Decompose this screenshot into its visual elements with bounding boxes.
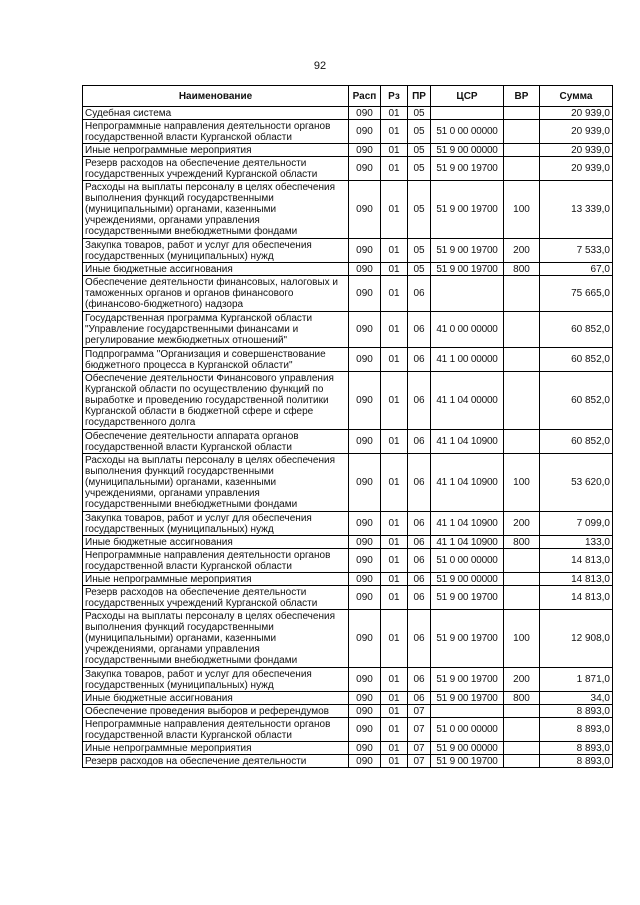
row-csr: 51 9 00 00000 — [431, 144, 504, 157]
page-number: 92 — [313, 60, 327, 72]
row-csr: 41 0 00 00000 — [431, 312, 504, 348]
row-rasp: 090 — [349, 610, 381, 668]
row-rasp: 090 — [349, 668, 381, 692]
row-name: Расходы на выплаты персоналу в целях обеспечения выполнения функций государственными (муниципальными) органами, казенными учреждениями, органами управления государственными внебюджетными фондами — [83, 454, 349, 512]
row-vr: 100 — [504, 454, 540, 512]
table-row — [83, 705, 613, 718]
row-csr: 41 1 04 10900 — [431, 430, 504, 454]
row-name: Иные бюджетные ассигнования — [83, 536, 349, 549]
row-csr — [431, 276, 504, 312]
row-name: Обеспечение деятельности финансовых, налоговых и таможенных органов и органов финансового (финансово-бюджетного) надзора — [83, 276, 349, 312]
table-row — [83, 276, 613, 312]
table-body — [83, 107, 613, 768]
row-rz: 01 — [381, 668, 408, 692]
row-pr: 05 — [408, 144, 431, 157]
row-sum: 8 893,0 — [540, 755, 613, 768]
row-name: Непрограммные направления деятельности органов государственной власти Курганской области — [83, 549, 349, 573]
row-sum: 60 852,0 — [540, 372, 613, 430]
table-row — [83, 549, 613, 573]
row-name: Закупка товаров, работ и услуг для обеспечения государственных (муниципальных) нужд — [83, 668, 349, 692]
row-rasp: 090 — [349, 372, 381, 430]
row-vr — [504, 120, 540, 144]
row-csr: 41 1 04 00000 — [431, 372, 504, 430]
row-sum: 60 852,0 — [540, 312, 613, 348]
table-row — [83, 157, 613, 181]
row-sum: 1 871,0 — [540, 668, 613, 692]
row-pr: 05 — [408, 157, 431, 181]
row-vr — [504, 549, 540, 573]
row-pr: 06 — [408, 549, 431, 573]
row-rz: 01 — [381, 536, 408, 549]
table-row — [83, 239, 613, 263]
row-rasp: 090 — [349, 144, 381, 157]
row-rz: 01 — [381, 718, 408, 742]
table-row — [83, 372, 613, 430]
row-rasp: 090 — [349, 512, 381, 536]
row-rz: 01 — [381, 742, 408, 755]
table-row — [83, 454, 613, 512]
row-pr: 06 — [408, 668, 431, 692]
row-vr — [504, 372, 540, 430]
row-rasp: 090 — [349, 705, 381, 718]
row-rz: 01 — [381, 430, 408, 454]
column-header-csr: ЦСР — [431, 86, 504, 107]
row-rz: 01 — [381, 692, 408, 705]
table-row — [83, 536, 613, 549]
row-vr — [504, 157, 540, 181]
table-row — [83, 263, 613, 276]
row-name: Закупка товаров, работ и услуг для обеспечения государственных (муниципальных) нужд — [83, 512, 349, 536]
row-name: Резерв расходов на обеспечение деятельности государственных учреждений Курганской области — [83, 586, 349, 610]
row-vr: 100 — [504, 181, 540, 239]
row-csr: 41 1 04 10900 — [431, 512, 504, 536]
table-row — [83, 512, 613, 536]
row-csr: 51 0 00 00000 — [431, 718, 504, 742]
column-header-rasp: Расп — [349, 86, 381, 107]
row-vr — [504, 742, 540, 755]
table-row — [83, 718, 613, 742]
row-name: Непрограммные направления деятельности органов государственной власти Курганской области — [83, 120, 349, 144]
row-rz: 01 — [381, 512, 408, 536]
row-rasp: 090 — [349, 107, 381, 120]
row-sum: 7 099,0 — [540, 512, 613, 536]
table-row — [83, 181, 613, 239]
row-name: Иные непрограммные мероприятия — [83, 742, 349, 755]
row-rasp: 090 — [349, 454, 381, 512]
row-csr: 51 9 00 19700 — [431, 692, 504, 705]
row-pr: 06 — [408, 348, 431, 372]
row-pr: 05 — [408, 181, 431, 239]
row-rz: 01 — [381, 312, 408, 348]
row-pr: 06 — [408, 512, 431, 536]
table-row — [83, 586, 613, 610]
row-rz: 01 — [381, 276, 408, 312]
row-rz: 01 — [381, 239, 408, 263]
row-rasp: 090 — [349, 742, 381, 755]
table-row — [83, 107, 613, 120]
column-header-vr: ВР — [504, 86, 540, 107]
row-name: Иные непрограммные мероприятия — [83, 573, 349, 586]
table-row — [83, 742, 613, 755]
row-csr: 51 9 00 19700 — [431, 263, 504, 276]
row-csr — [431, 705, 504, 718]
row-sum: 7 533,0 — [540, 239, 613, 263]
row-rz: 01 — [381, 372, 408, 430]
row-sum: 20 939,0 — [540, 120, 613, 144]
row-pr: 07 — [408, 718, 431, 742]
row-csr: 41 1 04 10900 — [431, 454, 504, 512]
row-name: Государственная программа Курганской области "Управление государственными финансами и регулирование межбюджетных отношений" — [83, 312, 349, 348]
row-name: Обеспечение деятельности Финансового управления Курганской области по осуществлению функций по выработке и проведению государственной политики Курганской области в бюджетной сфере и сфере государственного долга — [83, 372, 349, 430]
row-name: Иные бюджетные ассигнования — [83, 263, 349, 276]
row-pr: 06 — [408, 454, 431, 512]
row-sum: 13 339,0 — [540, 181, 613, 239]
row-rasp: 090 — [349, 586, 381, 610]
row-vr — [504, 430, 540, 454]
table-row — [83, 692, 613, 705]
row-csr: 51 9 00 19700 — [431, 755, 504, 768]
row-sum: 133,0 — [540, 536, 613, 549]
row-rasp: 090 — [349, 157, 381, 181]
row-rz: 01 — [381, 157, 408, 181]
row-pr: 07 — [408, 755, 431, 768]
row-pr: 07 — [408, 705, 431, 718]
table-header — [83, 86, 613, 107]
row-pr: 06 — [408, 312, 431, 348]
table-row — [83, 430, 613, 454]
budget-table — [82, 85, 613, 768]
row-name: Резерв расходов на обеспечение деятельности — [83, 755, 349, 768]
row-csr — [431, 107, 504, 120]
column-header-name: Наименование — [83, 86, 349, 107]
row-vr — [504, 276, 540, 312]
row-rasp: 090 — [349, 573, 381, 586]
table-row — [83, 755, 613, 768]
row-csr: 51 9 00 19700 — [431, 157, 504, 181]
row-sum: 14 813,0 — [540, 586, 613, 610]
row-pr: 05 — [408, 263, 431, 276]
row-rz: 01 — [381, 755, 408, 768]
row-rasp: 090 — [349, 692, 381, 705]
row-name: Резерв расходов на обеспечение деятельности государственных учреждений Курганской области — [83, 157, 349, 181]
row-sum: 8 893,0 — [540, 718, 613, 742]
row-name: Подпрограмма "Организация и совершенствование бюджетного процесса в Курганской области" — [83, 348, 349, 372]
row-rz: 01 — [381, 107, 408, 120]
row-vr: 800 — [504, 263, 540, 276]
row-csr: 41 1 00 00000 — [431, 348, 504, 372]
row-rz: 01 — [381, 454, 408, 512]
table-row — [83, 120, 613, 144]
row-vr: 200 — [504, 239, 540, 263]
row-name: Иные бюджетные ассигнования — [83, 692, 349, 705]
row-csr: 51 9 00 19700 — [431, 586, 504, 610]
column-header-pr: ПР — [408, 86, 431, 107]
row-pr: 06 — [408, 536, 431, 549]
row-pr: 06 — [408, 430, 431, 454]
row-rasp: 090 — [349, 718, 381, 742]
row-vr: 800 — [504, 692, 540, 705]
row-name: Закупка товаров, работ и услуг для обеспечения государственных (муниципальных) нужд — [83, 239, 349, 263]
row-pr: 06 — [408, 372, 431, 430]
row-rz: 01 — [381, 586, 408, 610]
row-rz: 01 — [381, 705, 408, 718]
row-sum: 14 813,0 — [540, 573, 613, 586]
row-name: Иные непрограммные мероприятия — [83, 144, 349, 157]
table-row — [83, 573, 613, 586]
row-sum: 8 893,0 — [540, 705, 613, 718]
row-rz: 01 — [381, 610, 408, 668]
row-csr: 51 9 00 19700 — [431, 239, 504, 263]
row-rasp: 090 — [349, 536, 381, 549]
row-rasp: 090 — [349, 120, 381, 144]
row-rasp: 090 — [349, 430, 381, 454]
row-pr: 06 — [408, 276, 431, 312]
row-pr: 05 — [408, 120, 431, 144]
row-rasp: 090 — [349, 181, 381, 239]
row-rasp: 090 — [349, 549, 381, 573]
row-rz: 01 — [381, 120, 408, 144]
row-name: Обеспечение проведения выборов и референдумов — [83, 705, 349, 718]
row-csr: 51 9 00 00000 — [431, 742, 504, 755]
row-name: Обеспечение деятельности аппарата органов государственной власти Курганской области — [83, 430, 349, 454]
row-rasp: 090 — [349, 239, 381, 263]
row-sum: 8 893,0 — [540, 742, 613, 755]
row-pr: 06 — [408, 610, 431, 668]
row-sum: 20 939,0 — [540, 107, 613, 120]
row-sum: 34,0 — [540, 692, 613, 705]
row-rz: 01 — [381, 573, 408, 586]
row-pr: 05 — [408, 107, 431, 120]
row-vr — [504, 573, 540, 586]
row-rz: 01 — [381, 144, 408, 157]
row-sum: 60 852,0 — [540, 430, 613, 454]
row-vr — [504, 312, 540, 348]
row-vr — [504, 586, 540, 610]
row-sum: 53 620,0 — [540, 454, 613, 512]
row-rz: 01 — [381, 549, 408, 573]
row-pr: 05 — [408, 239, 431, 263]
row-vr — [504, 705, 540, 718]
table-row — [83, 312, 613, 348]
row-csr: 51 9 00 19700 — [431, 668, 504, 692]
column-header-rz: Рз — [381, 86, 408, 107]
row-vr — [504, 348, 540, 372]
row-sum: 20 939,0 — [540, 157, 613, 181]
row-pr: 06 — [408, 586, 431, 610]
row-rz: 01 — [381, 263, 408, 276]
header-row — [83, 86, 613, 107]
row-sum: 60 852,0 — [540, 348, 613, 372]
row-vr — [504, 718, 540, 742]
row-vr — [504, 144, 540, 157]
row-vr: 100 — [504, 610, 540, 668]
row-csr: 51 0 00 00000 — [431, 120, 504, 144]
row-sum: 12 908,0 — [540, 610, 613, 668]
row-sum: 67,0 — [540, 263, 613, 276]
table-row — [83, 144, 613, 157]
row-name: Расходы на выплаты персоналу в целях обеспечения выполнения функций государственными (муниципальными) органами, казенными учреждениями, органами управления государственными внебюджетными фондами — [83, 610, 349, 668]
row-csr: 51 9 00 19700 — [431, 610, 504, 668]
row-csr: 51 9 00 00000 — [431, 573, 504, 586]
row-vr — [504, 107, 540, 120]
row-rz: 01 — [381, 348, 408, 372]
row-vr — [504, 755, 540, 768]
row-rasp: 090 — [349, 276, 381, 312]
table-row — [83, 610, 613, 668]
row-vr: 200 — [504, 512, 540, 536]
row-pr: 06 — [408, 573, 431, 586]
row-csr: 51 0 00 00000 — [431, 549, 504, 573]
column-header-sum: Сумма — [540, 86, 613, 107]
row-rasp: 090 — [349, 312, 381, 348]
table-row — [83, 348, 613, 372]
row-rz: 01 — [381, 181, 408, 239]
row-name: Расходы на выплаты персоналу в целях обеспечения выполнения функций государственными (муниципальными) органами, казенными учреждениями, органами управления государственными внебюджетными фондами — [83, 181, 349, 239]
row-sum: 20 939,0 — [540, 144, 613, 157]
row-vr: 200 — [504, 668, 540, 692]
row-rasp: 090 — [349, 263, 381, 276]
row-csr: 51 9 00 19700 — [431, 181, 504, 239]
row-pr: 07 — [408, 742, 431, 755]
row-csr: 41 1 04 10900 — [431, 536, 504, 549]
row-rasp: 090 — [349, 348, 381, 372]
row-pr: 06 — [408, 692, 431, 705]
row-sum: 75 665,0 — [540, 276, 613, 312]
row-sum: 14 813,0 — [540, 549, 613, 573]
table-row — [83, 668, 613, 692]
row-rasp: 090 — [349, 755, 381, 768]
row-name: Судебная система — [83, 107, 349, 120]
row-name: Непрограммные направления деятельности органов государственной власти Курганской области — [83, 718, 349, 742]
row-vr: 800 — [504, 536, 540, 549]
